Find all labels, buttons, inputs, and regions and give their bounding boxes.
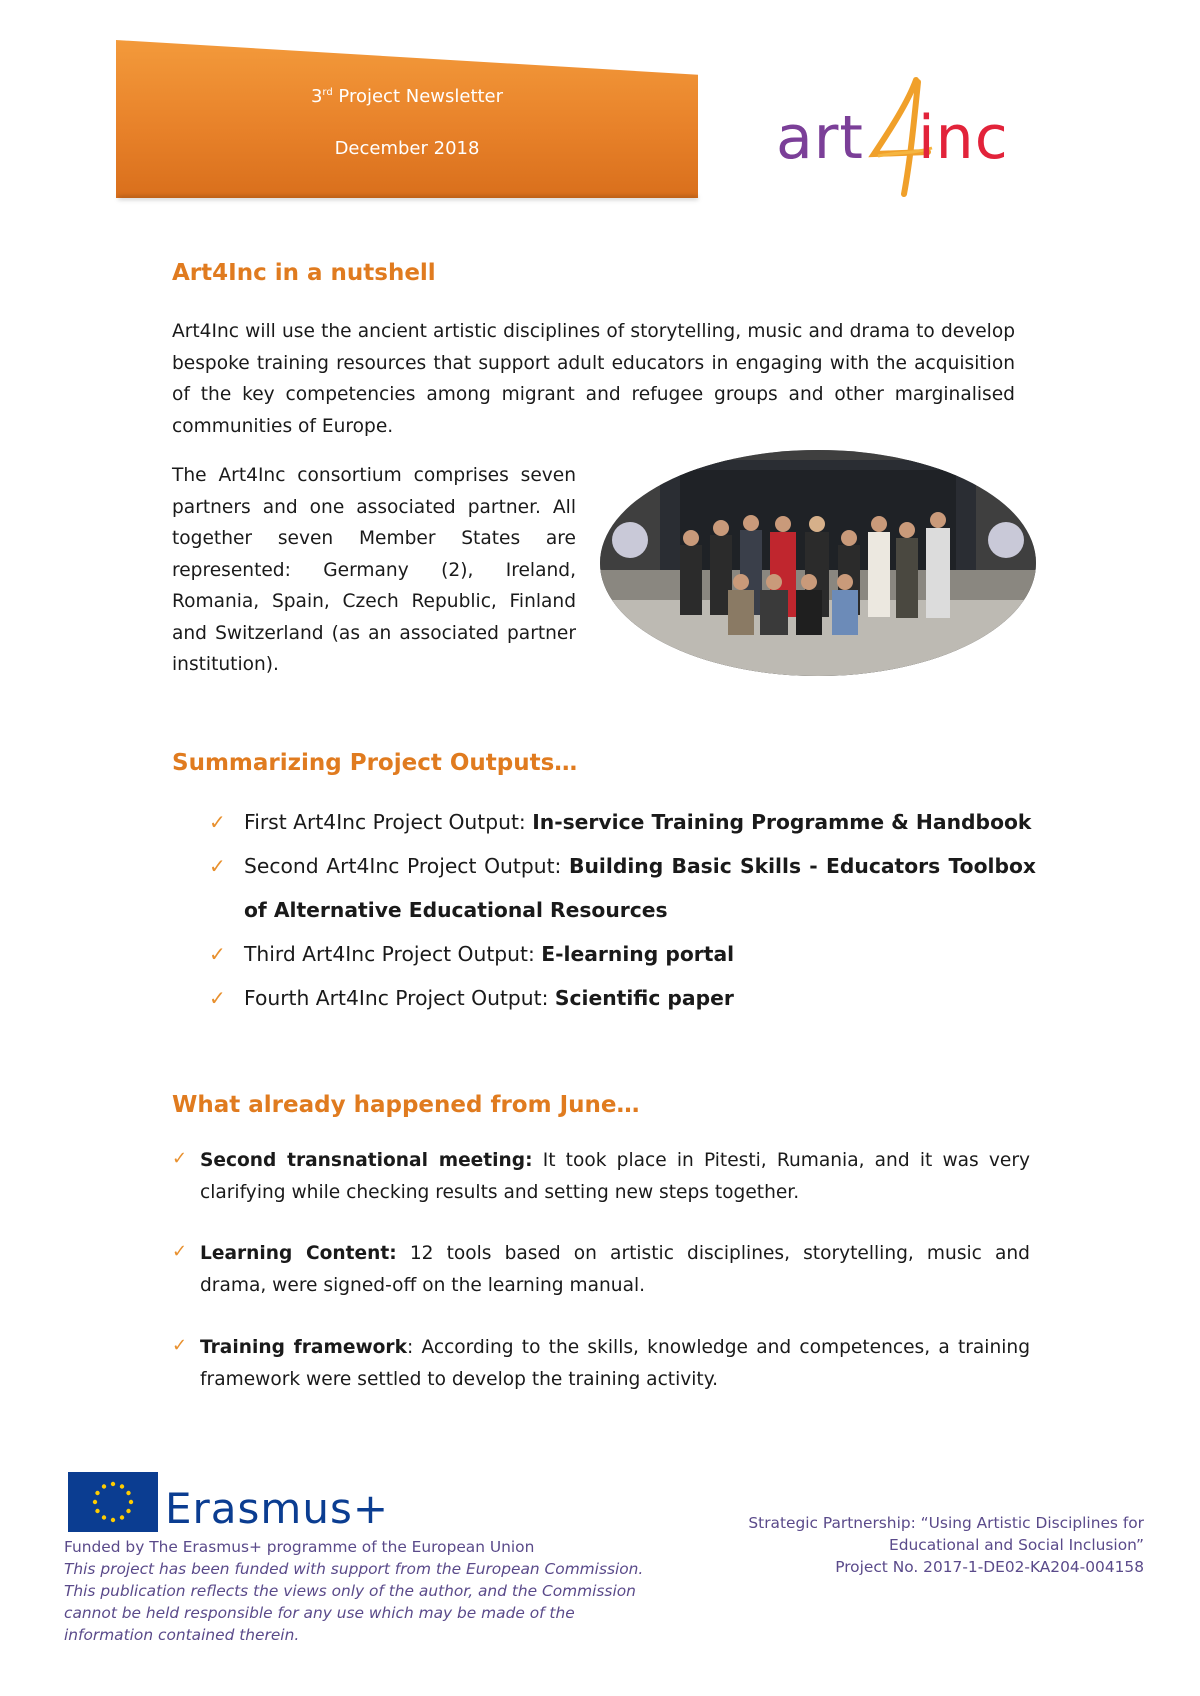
consortium-text: The Art4Inc consortium comprises seven partners and one associated partner. All together seven Member States are represented: Germany (2), Ireland, Romania, Spain, Czech Republic, Finland and Switzerland (as an associated partner institution).	[172, 465, 576, 675]
funding-disclaimer	[64, 1536, 664, 1646]
happened-heading: What already happened from June…	[172, 1092, 640, 1118]
disclaimer-text: This project has been funded with support from the European Commission. This publication reflects the views only of the author, and the Commission cannot be held responsible for any use which may be made of the information contained therein.	[64, 1560, 644, 1644]
checkmark-icon: ✓	[172, 1335, 188, 1356]
checkmark-icon: ✓	[209, 854, 226, 878]
project-info: Strategic Partnership: “Using Artistic Disciplines for Educational and Social Inclusion” Project No. 2017-1-DE02-KA204-004158	[700, 1512, 1144, 1578]
list-item: ✓ Second Art4Inc Project Output: Building Basic Skills - Educators Toolbox of Alternative Educational Resources	[206, 844, 1036, 932]
list-item: ✓ Fourth Art4Inc Project Output: Scientific paper	[206, 976, 1036, 1020]
list-item: ✓ Third Art4Inc Project Output: E-learning portal	[206, 932, 1036, 976]
checkmark-icon: ✓	[172, 1241, 188, 1262]
art4inc-logo: art inc	[776, 72, 1016, 202]
consortium-group-photo	[600, 450, 1036, 676]
newsletter-date: December 2018	[334, 138, 480, 159]
list-item: ✓ First Art4Inc Project Output: In-service Training Programme & Handbook	[206, 800, 1036, 844]
checkmark-icon: ✓	[209, 810, 226, 834]
outputs-list	[206, 800, 1036, 1020]
banner-shadow	[118, 196, 698, 200]
happened-item-meeting: ✓ Second transnational meeting: It took place in Pitesti, Rumania, and it was very clarifying while checking results and setting new steps together.	[172, 1145, 1030, 1208]
outputs-heading: Summarizing Project Outputs…	[172, 750, 578, 776]
funded-by-text: Funded by The Erasmus+ programme of the European Union	[64, 1538, 535, 1556]
happened-item-learning-content: ✓ Learning Content: 12 tools based on artistic disciplines, storytelling, music and drama, were signed-off on the learning manual.	[172, 1238, 1030, 1301]
checkmark-icon: ✓	[209, 942, 226, 966]
project-number: Project No. 2017-1-DE02-KA204-004158	[835, 1558, 1144, 1576]
eu-flag-icon	[68, 1472, 158, 1532]
nutshell-heading: Art4Inc in a nutshell	[172, 260, 436, 286]
erasmus-plus-logo: Erasmus+	[165, 1484, 390, 1533]
nutshell-intro: Art4Inc will use the ancient artistic disciplines of storytelling, music and drama to develop bespoke training resources that support adult educators in engaging with the acquisition of the key competencies among migrant and refugee groups and other marginalised communities of Europe.	[172, 321, 1015, 437]
newsletter-number: 3rd Project Newsletter	[310, 86, 504, 107]
checkmark-icon: ✓	[209, 986, 226, 1010]
newsletter-banner	[116, 40, 698, 198]
checkmark-icon: ✓	[172, 1148, 188, 1169]
happened-item-training-framework: ✓ Training framework: According to the skills, knowledge and competences, a training framework were settled to develop the training activity.	[172, 1332, 1030, 1395]
